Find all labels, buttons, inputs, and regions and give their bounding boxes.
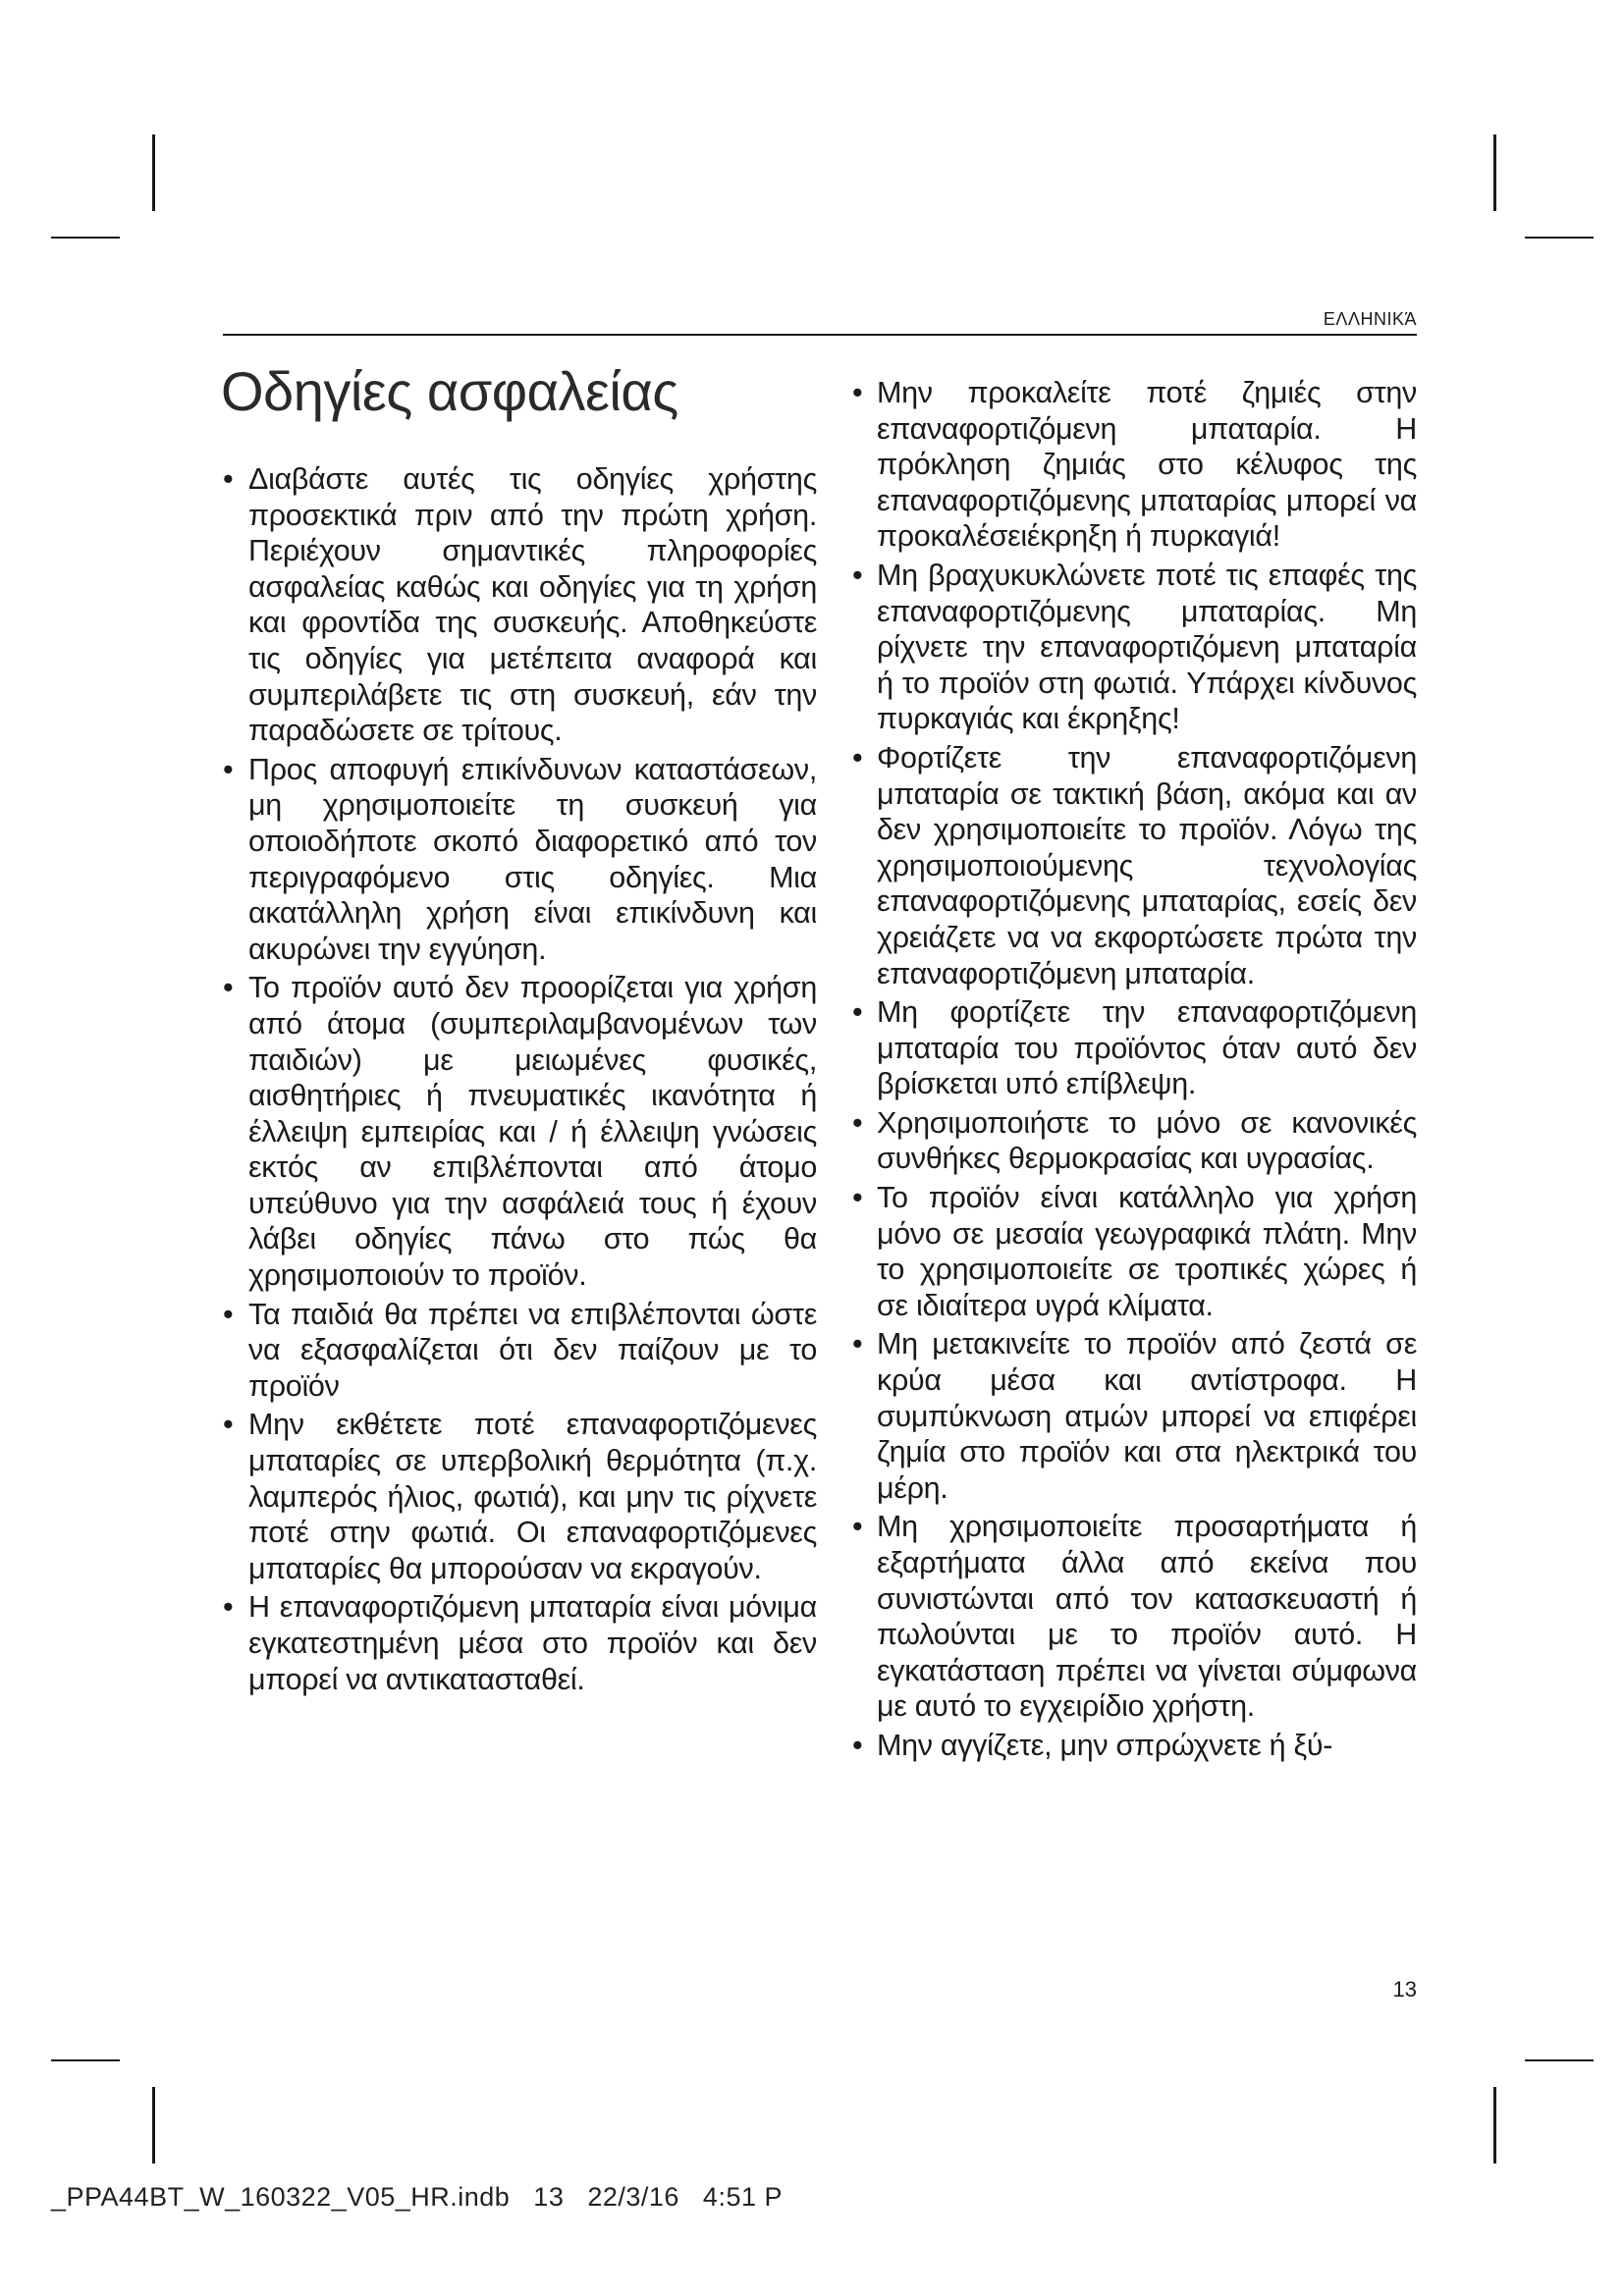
list-item: • Μη μετακινείτε το προϊόν από ζεστά σε κρύα μέσα και αντίστροφα. Η συμπύκνωση ατμών μπορεί να επιφέρει ζημία στο προϊόν και στα ηλεκτρικά του μέρη. [852,1326,1417,1506]
list-item: • Το προϊόν είναι κατάλληλο για χρήση μόνο σε μεσαία γεωγραφικά πλάτη. Μην το χρησιμοποιείτε σε τροπικές χώρες ή σε ιδιαίτερα υγρά κλίματα. [852,1180,1417,1323]
list-item: • Διαβάστε αυτές τις οδηγίες χρήστης προσεκτικά πριν από την πρώτη χρήση. Περιέχουν σημαντικές πληροφορίες ασφαλείας καθώς και οδηγίες για τη χρήση και φροντίδα της συσκευής. Αποθηκεύστε τις οδηγίες για μετέπειτα αναφορά και συμπεριλάβετε τις στη συσκευή, εάν την παραδώσετε σε τρίτους. [223,461,817,749]
language-label: ΕΛΛΗΝΙΚΆ [1323,309,1417,329]
crop-mark-top-right-horizontal [1525,237,1594,239]
list-item: • Η επαναφορτιζόμενη μπαταρία είναι μόνιμα εγκατεστημένη μέσα στο προϊόν και δεν μπορεί να αντικατασταθεί. [223,1589,817,1697]
right-column [852,375,1417,1767]
list-item: • Φορτίζετε την επαναφορτιζόμενη μπαταρία σε τακτική βάση, ακόμα και αν δεν χρησιμοποιείτε το προϊόν. Λόγω της χρησιμοποιούμενης τεχνολογίας επαναφορτιζόμενης μπαταρίας, εσείς δεν χρειάζετε να να εκφορτώσετε πρώτα την επαναφορτιζόμενη μπαταρία. [852,740,1417,991]
list-item: • Μη χρησιμοποιείτε προσαρτήματα ή εξαρτήματα άλλα από εκείνα που συνιστώνται από τον κατασκευαστή ή πωλούνται με το προϊόν αυτό. Η εγκατάσταση πρέπει να γίνεται σύμφωνα με αυτό το εγχειρίδιο χρήστη. [852,1509,1417,1725]
crop-mark-top-left-horizontal [51,237,120,239]
list-item: • Τα παιδιά θα πρέπει να επιβλέπονται ώστε να εξασφαλίζεται ότι δεν παίζουν με το προϊόν [223,1297,817,1405]
crop-mark-bottom-left-vertical [152,2087,155,2163]
list-item: • Μην αγγίζετε, μην σπρώχνετε ή ξύ- [852,1728,1417,1764]
list-item: • Το προϊόν αυτό δεν προορίζεται για χρήση από άτομα (συμπεριλαμβανομένων των παιδιών) με μειωμένες φυσικές, αισθητήριες ή πνευματικές ικανότητα ή έλλειψη εμπειρίας και / ή έλλειψη γνώσεις εκτός αν επιβλέπονται από άτομο υπεύθυνο για την ασφάλειά τους ή έχουν λάβει οδηγίες πάνω στο πώς θα χρησιμοποιούν το προϊόν. [223,970,817,1293]
right-bullet-list [852,375,1417,1764]
list-item: • Χρησιμοποιήστε το μόνο σε κανονικές συνθήκες θερμοκρασίας και υγρασίας. [852,1105,1417,1177]
left-column [223,461,817,1700]
list-item: • Μην εκθέτετε ποτέ επαναφορτιζόμενες μπαταρίες σε υπερβολική θερμότητα (π.χ. λαμπερός ήλιος, φωτιά), και μην τις ρίχνετε ποτέ στην φωτιά. Οι επαναφορτιζόμενες μπαταρίες θα μπορούσαν να εκραγούν. [223,1407,817,1586]
crop-mark-top-right-vertical [1493,134,1496,211]
header-rule [223,334,1417,336]
print-slug: _PPA44BT_W_160322_V05_HR.indb 13 22/3/16 4:51 P [51,2182,783,2212]
section-title: Οδηγίες ασφαλείας [221,360,678,422]
page-number: 13 [1392,1977,1417,2002]
crop-mark-bottom-left-horizontal [51,2059,120,2061]
list-item: • Μην προκαλείτε ποτέ ζημιές στην επαναφορτιζόμενη μπαταρία. Η πρόκληση ζημιάς στο κέλυφος της επαναφορτιζόμενης μπαταρίας μπορεί να προκαλέσειέκρηξη ή πυρκαγιά! [852,375,1417,555]
list-item: • Μη βραχυκυκλώνετε ποτέ τις επαφές της επαναφορτιζόμενης μπαταρίας. Μη ρίχνετε την επαναφορτιζόμενη μπαταρία ή το προϊόν στη φωτιά. Υπάρχει κίνδυνος πυρκαγιάς και έκρηξης! [852,558,1417,737]
list-item: • Προς αποφυγή επικίνδυνων καταστάσεων, μη χρησιμοποιείτε τη συσκευή για οποιοδήποτε σκοπό διαφορετικό από τον περιγραφόμενο στις οδηγίες. Μια ακατάλληλη χρήση είναι επικίνδυνη και ακυρώνει την εγγύηση. [223,752,817,968]
crop-mark-bottom-right-horizontal [1525,2059,1594,2061]
crop-mark-top-left-vertical [152,134,155,211]
left-bullet-list [223,461,817,1697]
list-item: • Μη φορτίζετε την επαναφορτιζόμενη μπαταρία του προϊόντος όταν αυτό δεν βρίσκεται υπό επίβλεψη. [852,994,1417,1102]
crop-mark-bottom-right-vertical [1493,2087,1496,2163]
